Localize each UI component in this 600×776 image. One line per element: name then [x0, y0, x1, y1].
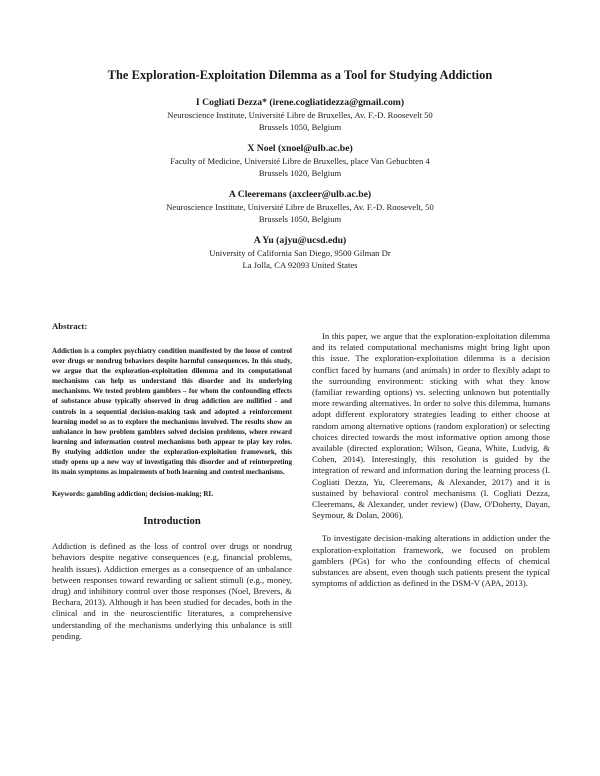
author-affiliation: Neuroscience Institute, Université Libre de Bruxelles, Av. F.-D. Roosevelt, 50 [166, 202, 434, 212]
introduction-paragraph: Addiction is defined as the loss of control over drugs or nondrug behaviors despite negative consequences (e.g, financial problems, health issues). Addiction emerges as a consequence of an unbalance between responses toward rewarding or salient stimuli (e.g., money, drug) and inhibitory control over those responses (Noel, Brevers, & Bechara, 2013). Although it has been studied for decades, both in the clinical and in the neuroscientific literatures, a comprehensive understanding of the mechanisms underlying this unbalance is still pending. [52, 541, 292, 641]
author-affiliation: Faculty of Medicine, Université Libre de Bruxelles, place Van Gehuchten 4 [170, 156, 430, 166]
left-column [52, 321, 292, 642]
author-affiliation: Neuroscience Institute, Université Libre de Bruxelles, Av. F.-D. Roosevelt 50 [167, 110, 433, 120]
abstract-heading: Abstract: [52, 321, 88, 331]
author-address: Brussels 1050, Belgium [258, 122, 342, 132]
author-name: X Noel (xnoel@ulb.ac.be) [247, 143, 353, 154]
right-column [312, 331, 550, 589]
keywords: Keywords: gambling addiction; decision-making; RL [52, 490, 214, 499]
author-name: I Cogliati Dezza* (irene.cogliatidezza@gmail.com) [195, 97, 405, 108]
body-paragraph: In this paper, we argue that the exploration-exploitation dilemma and its related computational mechanisms might bring light upon this issue. The exploration-exploitation dilemma is a decision conflict faced by humans (and animals) in order to flexibly adapt to the surrounding environment: sticking with what they know (familiar rewarding options) vs. selecting unknown but potentially more rewarding alternatives. In order to solve this dilemma, humans adopt different exploratory strategies leading to either choose at random among alternative options (random exploration) or selecting choices directed towards the most informative option among those available (directed exploration; Wilson, Geana, White, Ludvig, & Cohen, 2014). Interestingly, this resolution is guided by the integration of reward and information during the learning process (I. Cogliati Dezza, Yu, Cleeremans, & Alexander, 2017) and it is sustained by behavioral control mechanisms (I. Cogliati Dezza, Cleeremans, & Alexander, under review) (Daw, O'Doherty, Dayan, Seymour, & Dolan, 2006). [312, 331, 550, 521]
author-address: Brussels 1050, Belgium [258, 214, 342, 224]
author-address: Brussels 1020, Belgium [258, 168, 342, 178]
author-entry [0, 142, 600, 179]
author-entry [0, 188, 600, 225]
paper-title: The Exploration-Exploitation Dilemma as a Tool for Studying Addiction [107, 68, 493, 82]
author-affiliation: University of California San Diego, 9500 Gilman Dr [209, 248, 391, 258]
author-name: A Cleeremans (axcleer@ulb.ac.be) [228, 189, 372, 200]
author-entry [0, 234, 600, 271]
author-name: A Yu (ajyu@ucsd.edu) [253, 235, 347, 246]
introduction-heading: Introduction [143, 516, 201, 528]
author-block [0, 96, 600, 280]
abstract-text: Addiction is a complex psychiatry condition manifested by the loose of control over drugs or nondrug behaviors despite harmful consequences. In this study, we argue that the exploration-exploitation dilemma and its computational mechanisms can help us understand this disorder and its underlying mechanisms. We tested problem gamblers – for whom the confounding effects of substance abuse typically observed in drug addiction are nullified - and controls in a sequential decision-making task and adopted a reinforcement learning model so as to explore the mechanisms involved. The results show an unbalance in how problem gamblers solved decision problems, where reward learning and information control mechanisms both appear to play key roles. By studying addiction under the exploration-exploitation framework, this study opens up a new way of investigating this disorder and of reinterpreting its main symptoms as impairments of both learning and control mechanisms. [52, 347, 292, 477]
author-entry [0, 96, 600, 133]
author-address: La Jolla, CA 92093 United States [242, 260, 358, 270]
body-paragraph: To investigate decision-making alterations in addiction under the exploration-exploitation framework, we focused on problem gamblers (PGs) for who the confounding effects of chemical substances are absent, even though such patients present the typical symptoms of addiction as defined in the DSM-V (APA, 2013). [312, 533, 550, 589]
